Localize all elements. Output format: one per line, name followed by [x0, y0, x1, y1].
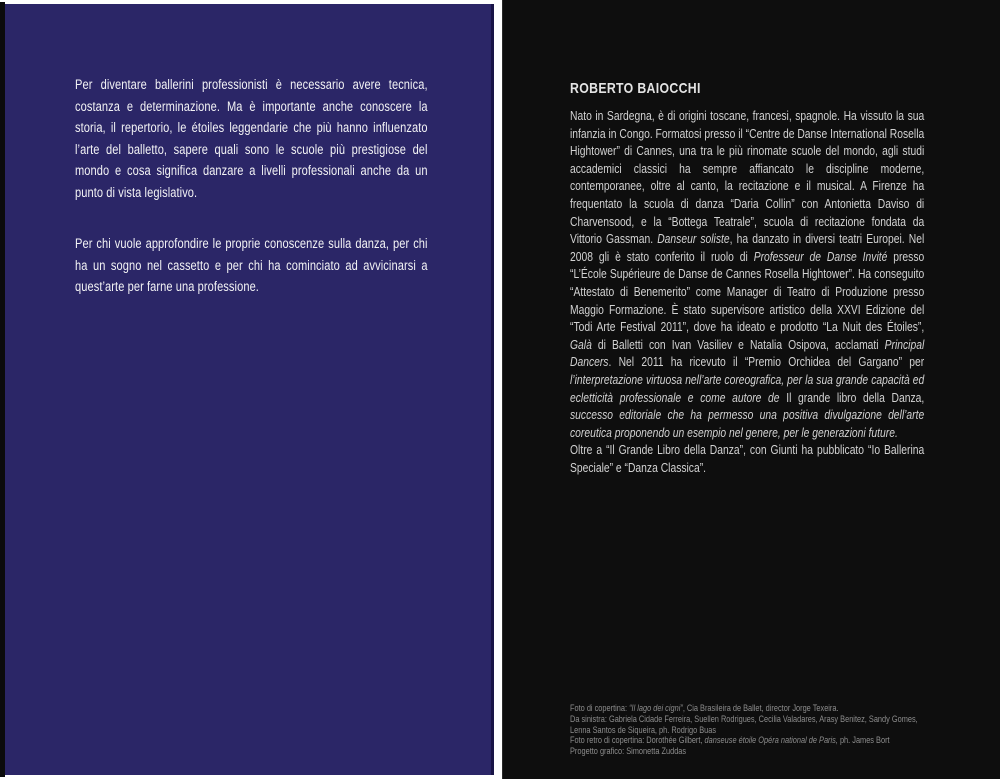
text-segment: “Il lago dei cigni”	[629, 703, 683, 713]
text-segment: Principal Dancers	[570, 337, 925, 370]
text-segment: , ha danzato in diversi teatri Europei. Nel 2008 gli è stato conferito il ruolo di	[570, 232, 925, 264]
text-segment: successo editoriale che ha permesso una positiva divulgazione dell’arte coreutica proponendo un esempio nel genere, per le generazioni future.	[570, 408, 925, 440]
inside-flap-panel	[5, 4, 494, 775]
text-segment: Da sinistra: Gabriela Cidade Ferreira, Suellen Rodrigues, Cecilia Valadares, Arasy Benitez, Sandy Gomes,	[570, 713, 918, 724]
credit-line-cover-photo	[570, 703, 996, 714]
text-segment: Oltre a “Il Grande Libro della Danza”, con Giunti ha pubblicato “Io Ballerina Speciale” e “Danza Classica”.	[570, 443, 925, 475]
text-segment: Foto di copertina:	[570, 703, 630, 713]
credit-line-dancers-2	[570, 725, 996, 736]
credit-line-back-photo	[570, 735, 996, 746]
text-segment: Progetto grafico: Simonetta Zuddas	[570, 746, 687, 757]
author-bio-block	[570, 80, 924, 477]
text-segment: di Balletti con Ivan Vasiliev e Natalia Osipova, acclamati	[591, 337, 885, 352]
text-segment: , Cia Brasileira de Ballet, director Jorge Texeira.	[682, 703, 839, 713]
text-segment: Nato in Sardegna, è di origini toscane, francesi, spagnole. Ha vissuto la sua infanzia in Congo. Formatosi presso il “Centre de Danse International Rosella Hightower” di Cannes, una tra le più rinomate scuole del mondo, agli studi accademici classici ha sempre affiancato le discipline moderne, contemporanee, oltre al canto, la recitazione e il musical. A Firenze ha frequentato la scuola di danza “Daria Collin” con Antonietta Daviso di Charvensood, e la “Bottega Teatrale”, scuola di recitazione fondata da Vittorio Gassman.	[570, 109, 925, 247]
text-segment: Foto retro di copertina: Dorothée Gilbert,	[570, 735, 705, 746]
author-bio-paragraph-1	[570, 108, 924, 442]
text-segment: ph. James Bort	[837, 735, 890, 746]
back-cover-panel	[502, 0, 1000, 779]
photo-credits-block	[570, 703, 996, 757]
text-segment: presso “L’École Supérieure de Danse de Cannes Rosella Hightower”. Ha conseguito “Attestato di Benemerito” come Manager di Teatro di Produzione presso Maggio Formazione. È stato supervisore artistico della XXVI Edizione del “Todi Arte Festival 2011”, dove ha ideato e prodotto “La Nuit des Étoiles”,	[570, 249, 925, 335]
text-segment: Danseur soliste	[657, 232, 730, 247]
text-segment: Professeur de Danse Invité	[753, 249, 888, 264]
text-segment: Il grande libro della Danza,	[779, 390, 925, 405]
text-segment: Lenna Santos de Siqueira, ph. Rodrigo Buas	[570, 724, 717, 735]
flap-paragraph-1: Per diventare ballerini professionisti è necessario avere tecnica, costanza e determinazione. Ma è importante anche conoscere la storia, il repertorio, le étoiles leggendarie che più hanno influenzato l’arte del balletto, sapere quali sono le scuole più prestigiose del mondo e cosa significa danzare a livelli professionali anche da un punto di vista legislativo.	[75, 77, 428, 200]
flap-text-block	[75, 74, 428, 328]
author-bio-paragraph-2	[570, 442, 924, 477]
flap-paragraph-2: Per chi vuole approfondire le proprie conoscenze sulla danza, per chi ha un sogno nel cassetto e per chi ha cominciato ad avvicinarsi a quest’arte per farne una professione.	[75, 236, 428, 294]
text-segment: Galà	[570, 337, 592, 352]
text-segment: danseuse étoile Opéra national de Paris,	[704, 735, 838, 746]
credit-line-graphic-design	[570, 746, 996, 757]
author-name-heading: ROBERTO BAIOCCHI	[570, 80, 701, 97]
credit-line-dancers-1	[570, 714, 996, 725]
text-segment: . Nel 2011 ha ricevuto il “Premio Orchidea del Gargano” per	[608, 355, 925, 370]
text-segment: l’interpretazione virtuosa nell’arte coreografica, per la sua grande capacità ed ecletticità professionale e come autore de	[570, 372, 925, 405]
